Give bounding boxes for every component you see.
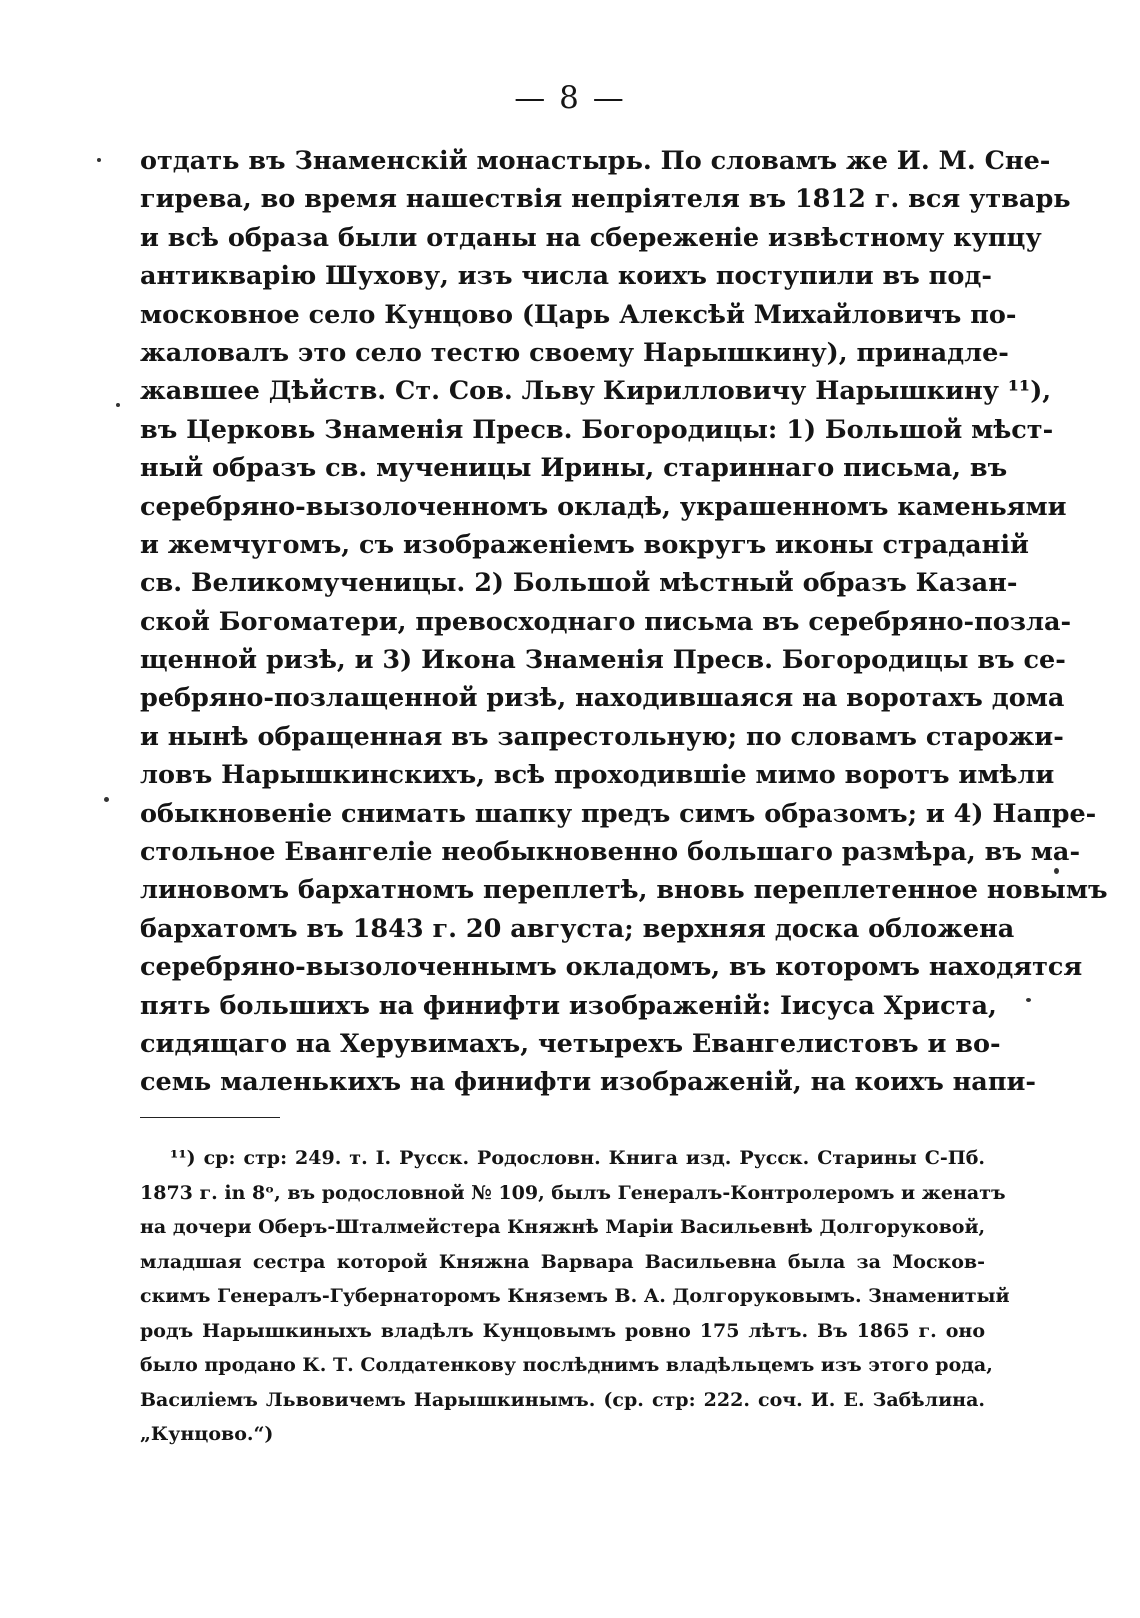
scan-speck	[1054, 868, 1059, 874]
text-line: бархатомъ въ 1843 г. 20 августа; верхняя доска обложена	[140, 913, 1015, 944]
text-line: ской Богоматери, превосходнаго письма въ серебряно-позла-	[140, 606, 1072, 637]
footnote	[140, 1141, 1010, 1452]
text-line: стольное Евангеліе необыкновенно большаго размѣра, въ ма-	[140, 837, 1081, 868]
text-line: обыкновеніе снимать шапку предъ симъ образомъ; и 4) Напре-	[140, 798, 1097, 829]
text-line: жаловалъ это село тестю своему Нарышкину), принадле-	[140, 337, 1009, 368]
text-line: ребряно-позлащенной ризѣ, находившаяся на воротахъ дома	[140, 683, 1065, 714]
text-line: ный образъ св. мученицы Ирины, стариннаго письма, въ	[140, 453, 1008, 484]
scan-speck	[116, 403, 120, 407]
text-line: въ Церковь Знаменія Пресв. Богородицы: 1) Большой мѣст-	[140, 414, 1054, 445]
text-line: ловъ Нарышкинскихъ, всѣ проходившіе мимо воротъ имѣли	[140, 760, 1055, 791]
text-line: антикварію Шухову, изъ числа коихъ поступили въ под-	[140, 261, 992, 292]
text-line: серебряно-вызолоченнымъ окладомъ, въ которомъ находятся	[140, 952, 1083, 983]
footnote-divider	[140, 1117, 280, 1118]
text-line: московное село Кунцово (Царь Алексѣй Михайловичъ по-	[140, 299, 1017, 330]
text-line: серебряно-вызолоченномъ окладѣ, украшенномъ каменьями	[140, 491, 1067, 522]
text-line: семь маленькихъ на финифти изображеній, на коихъ напи-	[140, 1067, 1036, 1098]
footnote-line: на дочери Оберъ-Шталмейстера Княжнѣ Маріи Васильевнѣ Долгоруковой,	[140, 1216, 986, 1238]
footnote-line: младшая сестра которой Княжна Варвара Васильевна была за Москов-	[140, 1250, 985, 1273]
footnote-line: „Кунцово.“)	[140, 1423, 274, 1445]
text-line: и всѣ образа были отданы на сбереженіе извѣстному купцу	[140, 222, 1042, 253]
footnote-line: Василіемъ Львовичемъ Нарышкинымъ. (ср. стр: 222. соч. И. Е. Забѣлина.	[140, 1388, 985, 1411]
main-text	[140, 142, 1108, 1102]
text-line: св. Великомученицы. 2) Большой мѣстный образъ Казан-	[140, 568, 1018, 599]
text-line: сидящаго на Херувимахъ, четырехъ Евангелистовъ и во-	[140, 1028, 1001, 1059]
page-number: — 8 —	[514, 80, 626, 116]
text-line: щенной ризѣ, и 3) Икона Знаменія Пресв. Богородицы въ се-	[140, 645, 1066, 676]
text-line: и нынѣ обращенная въ запрестольную; по словамъ старожи-	[140, 721, 1064, 752]
scan-speck	[104, 797, 109, 802]
text-line: отдать въ Знаменскій монастырь. По словамъ же И. М. Сне-	[140, 146, 1051, 176]
footnote-line: родъ Нарышкиныхъ владѣлъ Кунцовымъ ровно 175 лѣтъ. Въ 1865 г. оно	[140, 1319, 985, 1342]
text-line: жавшее Дѣйств. Ст. Сов. Львy Кирилловичу Нарышкину ¹¹),	[140, 376, 1052, 407]
scan-speck	[1026, 998, 1031, 1002]
footnote-line: было продано К. Т. Солдатенкову послѣднимъ владѣльцемъ изъ этого рода,	[140, 1354, 993, 1376]
text-line: гирева, во время нашествія непріятеля въ 1812 г. вся утварь	[140, 184, 1071, 215]
footnote-line: скимъ Генералъ-Губернаторомъ Княземъ В. А. Долгоруковымъ. Знаменитый	[140, 1285, 1010, 1307]
text-line: и жемчугомъ, съ изображеніемъ вокругъ иконы страданій	[140, 529, 1029, 560]
text-line: пять большихъ на финифти изображеній: Іисуса Христа,	[140, 990, 997, 1021]
footnote-line: ¹¹) ср: стр: 249. т. I. Русск. Родословн. Книга изд. Русск. Старины С-Пб.	[170, 1147, 985, 1169]
footnote-line: 1873 г. in 8ᵒ, въ родословной № 109, былъ Генералъ-Контролеромъ и женатъ	[140, 1181, 1006, 1204]
text-line: линовомъ бархатномъ переплетѣ, вновь переплетенное новымъ	[140, 875, 1108, 906]
scan-speck	[97, 158, 101, 162]
